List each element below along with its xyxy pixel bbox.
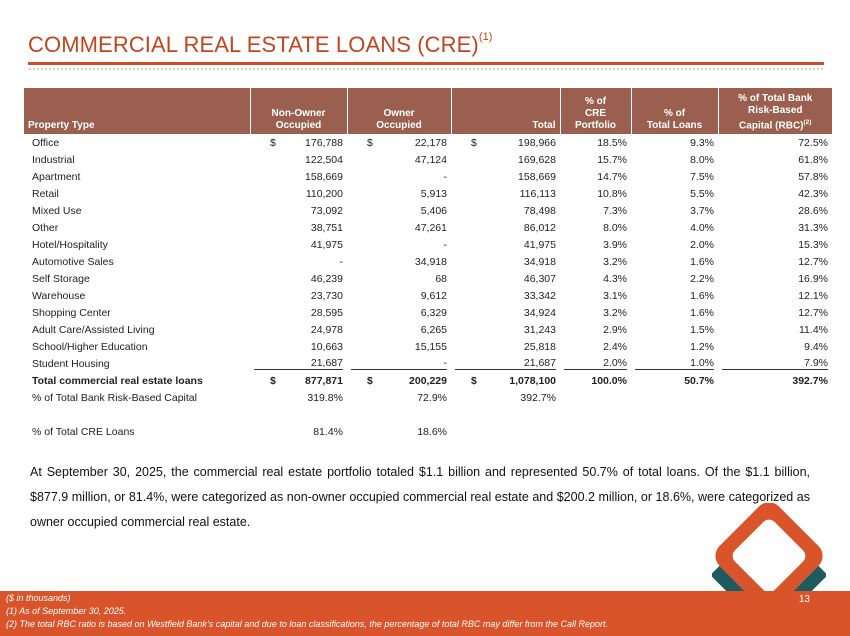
cell-label: % of Total CRE Loans — [32, 425, 135, 438]
cell-non-owner: 158,669 — [305, 170, 343, 183]
footer-note-1: (1) As of September 30, 2025. — [6, 606, 127, 616]
cell-value: 877,871 — [305, 374, 343, 387]
cell-non-owner: 319.8% — [307, 391, 343, 404]
cell-non-owner: 24,978 — [310, 323, 343, 336]
cell-value: 22,178 — [414, 136, 447, 149]
title-divider — [28, 62, 824, 65]
title-footnote-ref: (1) — [478, 30, 493, 43]
cell-total-non-owner — [250, 372, 347, 389]
header-owner-occupied: Owner Occupied — [347, 88, 451, 134]
cell-total-pct-loans: 50.7% — [684, 374, 714, 387]
cell-pct-loans: 1.6% — [690, 255, 714, 268]
cell-value: 21,687 — [254, 357, 343, 370]
cell-pct-loans: 5.5% — [690, 187, 714, 200]
footer-bar — [0, 591, 850, 636]
cell-non-owner: 23,730 — [310, 289, 343, 302]
cell-empty — [560, 389, 631, 406]
cell-property-type: Automotive Sales — [32, 255, 114, 268]
cell-non-owner: 122,504 — [305, 153, 343, 166]
cell-value: 21,687 — [455, 357, 556, 370]
table-body — [24, 134, 832, 440]
cell-total — [451, 134, 560, 151]
cell-pct-rbc — [718, 355, 832, 372]
page-title: COMMERCIAL REAL ESTATE LOANS (CRE)$^{(1)}$ — [28, 30, 493, 57]
table-total-row — [24, 372, 832, 389]
cell-total: 46,307 — [523, 272, 556, 285]
footer-note-2: (2) The total RBC ratio is based on Westfield Bank’s capital and due to loan classifications, the percentage of total RBC may differ from the Call Report. — [6, 619, 608, 629]
table-spacer-row — [24, 406, 832, 423]
cell-empty — [347, 406, 451, 423]
cell-empty — [631, 389, 718, 406]
cell-owner: 68 — [435, 272, 447, 285]
cell-owner: - — [443, 170, 447, 183]
currency-symbol: $ — [471, 136, 477, 149]
cell-property-type: Adult Care/Assisted Living — [32, 323, 155, 336]
cell-empty — [718, 423, 832, 440]
header-pct-total-loans: % of Total Loans — [631, 88, 718, 134]
cell-property-type: Warehouse — [32, 289, 86, 302]
cell-owner: 72.9% — [417, 391, 447, 404]
cell-owner: 47,124 — [414, 153, 447, 166]
cell-pct-cre: 3.9% — [603, 238, 627, 251]
cell-pct-cre: 14.7% — [597, 170, 627, 183]
cell-non-owner: 38,751 — [310, 221, 343, 234]
table-header-row — [24, 88, 832, 134]
table-row — [24, 151, 832, 168]
cell-non-owner — [250, 355, 347, 372]
currency-symbol: $ — [270, 374, 276, 387]
cell-pct-rbc: 12.1% — [798, 289, 828, 302]
footer-note-units: ($ in thousands) — [6, 593, 71, 603]
cell-pct-cre: 3.1% — [603, 289, 627, 302]
header-property-type: Property Type — [24, 88, 250, 134]
cell-property-type: Other — [32, 221, 59, 234]
cell-pct-cre: 2.9% — [603, 323, 627, 336]
table-row — [24, 338, 832, 355]
cell-empty — [718, 406, 832, 423]
cell-pct-cre: 2.4% — [603, 340, 627, 353]
currency-symbol: $ — [471, 374, 477, 387]
cell-owner: 34,918 — [414, 255, 447, 268]
cell-total-pct-rbc: 392.7% — [792, 374, 828, 387]
cell-pct-rbc: 11.4% — [799, 323, 828, 336]
table-row-pct-rbc — [24, 389, 832, 406]
cell-empty — [631, 406, 718, 423]
cell-total: 86,012 — [523, 221, 556, 234]
cell-empty — [718, 389, 832, 406]
cell-pct-rbc: 28.6% — [798, 204, 828, 217]
cell-pct-cre: 15.7% — [597, 153, 627, 166]
cell-value: 2.0% — [564, 357, 627, 370]
cell-empty — [24, 406, 250, 423]
cell-pct-cre: 3.2% — [603, 255, 627, 268]
title-dotted-divider — [28, 67, 824, 71]
cell-empty — [631, 423, 718, 440]
cell-pct-loans: 7.5% — [690, 170, 714, 183]
cell-total-total — [451, 372, 560, 389]
cell-property-type: Retail — [32, 187, 59, 200]
cell-total: 169,628 — [518, 153, 556, 166]
cell-pct-loans: 1.6% — [690, 289, 714, 302]
cell-owner — [347, 134, 451, 151]
cell-total: 78,498 — [523, 204, 556, 217]
header-non-owner-occupied: Non-Owner Occupied — [250, 88, 347, 134]
cell-non-owner: 73,092 — [310, 204, 343, 217]
cell-empty — [451, 423, 560, 440]
cell-pct-cre: 8.0% — [603, 221, 627, 234]
cell-owner: 9,612 — [420, 289, 447, 302]
cell-pct-loans: 9.3% — [690, 136, 714, 149]
cell-empty — [560, 423, 631, 440]
currency-symbol: $ — [270, 136, 276, 149]
cell-pct-loans: 2.0% — [690, 238, 714, 251]
cell-pct-cre: 7.3% — [603, 204, 627, 217]
cell-pct-cre: 4.3% — [603, 272, 627, 285]
cell-owner: 47,261 — [414, 221, 447, 234]
cell-owner: 5,406 — [420, 204, 447, 217]
cell-empty — [250, 406, 347, 423]
cell-pct-rbc: 9.4% — [804, 340, 828, 353]
cell-non-owner: - — [339, 255, 343, 268]
cell-value: 1,078,100 — [509, 374, 556, 387]
cell-value: 7.9% — [722, 357, 828, 370]
cell-pct-cre: 18.5% — [597, 136, 627, 149]
cell-pct-rbc: 12.7% — [798, 255, 828, 268]
cell-value: - — [351, 357, 447, 370]
table-row-pct-cre — [24, 423, 832, 440]
table-row — [24, 270, 832, 287]
table-row — [24, 287, 832, 304]
cell-pct-loans: 2.2% — [690, 272, 714, 285]
cell-property-type: Shopping Center — [32, 306, 111, 319]
cell-pct-loans: 4.0% — [690, 221, 714, 234]
cell-pct-loans: 3.7% — [690, 204, 714, 217]
cell-property-type: Self Storage — [32, 272, 90, 285]
cell-property-type: Apartment — [32, 170, 81, 183]
header-total: Total — [451, 88, 560, 134]
narrative-paragraph: At September 30, 2025, the commercial real estate portfolio totaled $1.1 billion and represented 50.7% of total loans. Of the $1.1 billion, $877.9 million, or 81.4%, were categorized as non-owner occupied commercial real estate and $200.2 million, or 18.6%, were categorized as owner occupied commercial real estate. — [30, 465, 810, 529]
cell-owner: 15,155 — [414, 340, 447, 353]
cell-pct-cre — [560, 355, 631, 372]
cell-non-owner: 41,975 — [310, 238, 343, 251]
cell-property-type: Hotel/Hospitality — [32, 238, 108, 251]
cell-pct-rbc: 57.8% — [798, 170, 828, 183]
cell-total: 41,975 — [523, 238, 556, 251]
table-row — [24, 304, 832, 321]
cre-loans-table — [24, 88, 832, 440]
cell-total-label: Total commercial real estate loans — [32, 374, 203, 387]
cell-total: 158,669 — [518, 170, 556, 183]
cell-pct-cre: 10.8% — [597, 187, 627, 200]
cell-total: 33,342 — [523, 289, 556, 302]
cell-owner: 6,329 — [420, 306, 447, 319]
table-row — [24, 168, 832, 185]
cell-property-type: Student Housing — [32, 357, 110, 370]
cell-total-pct-cre: 100.0% — [591, 374, 627, 387]
cell-non-owner: 28,595 — [310, 306, 343, 319]
table-row — [24, 219, 832, 236]
table-row — [24, 253, 832, 270]
cell-value: 176,788 — [305, 136, 343, 149]
cell-owner: 5,913 — [420, 187, 447, 200]
cell-property-type: School/Higher Education — [32, 340, 148, 353]
page-number: 13 — [798, 594, 810, 605]
table-row — [24, 185, 832, 202]
header-pct-cre-portfolio: % of CRE Portfolio — [560, 88, 631, 134]
cell-pct-loans: 1.2% — [690, 340, 714, 353]
cell-owner: - — [443, 238, 447, 251]
cell-pct-rbc: 31.3% — [798, 221, 828, 234]
cell-pct-rbc: 42.3% — [798, 187, 828, 200]
table-row — [24, 134, 832, 151]
cell-total: 34,918 — [523, 255, 556, 268]
cell-value: 200,229 — [409, 374, 447, 387]
cell-value: 1.0% — [635, 357, 714, 370]
cell-empty — [451, 406, 560, 423]
cell-pct-rbc: 72.5% — [798, 136, 828, 149]
cell-pct-loans: 1.5% — [690, 323, 714, 336]
table-row — [24, 236, 832, 253]
cell-pct-cre: 3.2% — [603, 306, 627, 319]
cell-total-owner — [347, 372, 451, 389]
cell-total: 392.7% — [520, 391, 556, 404]
cell-non-owner: 81.4% — [313, 425, 343, 438]
cell-non-owner: 110,200 — [305, 187, 343, 200]
cell-non-owner — [250, 134, 347, 151]
cell-pct-loans: 1.6% — [690, 306, 714, 319]
cell-owner — [347, 355, 451, 372]
cell-total: 116,113 — [519, 187, 556, 200]
currency-symbol: $ — [367, 374, 373, 387]
table-row — [24, 202, 832, 219]
cell-owner: 6,265 — [420, 323, 447, 336]
cell-property-type: Office — [32, 136, 60, 149]
cell-pct-loans: 8.0% — [690, 153, 714, 166]
cell-label: % of Total Bank Risk-Based Capital — [32, 391, 197, 404]
cell-value: 198,966 — [518, 136, 556, 149]
header-pct-rbc: % of Total Bank Risk-Based Capital (RBC)$^{(2)}$ — [718, 88, 832, 134]
cell-total: 34,924 — [523, 306, 556, 319]
cell-non-owner: 10,663 — [310, 340, 343, 353]
cell-non-owner: 46,239 — [310, 272, 343, 285]
cell-pct-rbc: 12.7% — [798, 306, 828, 319]
cell-owner: 18.6% — [417, 425, 447, 438]
cell-pct-rbc: 61.8% — [798, 153, 828, 166]
cell-pct-loans — [631, 355, 718, 372]
table-row — [24, 355, 832, 372]
cell-property-type: Industrial — [32, 153, 75, 166]
cell-total: 25,818 — [523, 340, 556, 353]
cell-pct-rbc: 15.3% — [798, 238, 828, 251]
cell-total — [451, 355, 560, 372]
table-row — [24, 321, 832, 338]
cell-pct-rbc: 16.9% — [798, 272, 828, 285]
currency-symbol: $ — [367, 136, 373, 149]
cell-property-type: Mixed Use — [32, 204, 82, 217]
cell-total: 31,243 — [523, 323, 556, 336]
cell-empty — [560, 406, 631, 423]
